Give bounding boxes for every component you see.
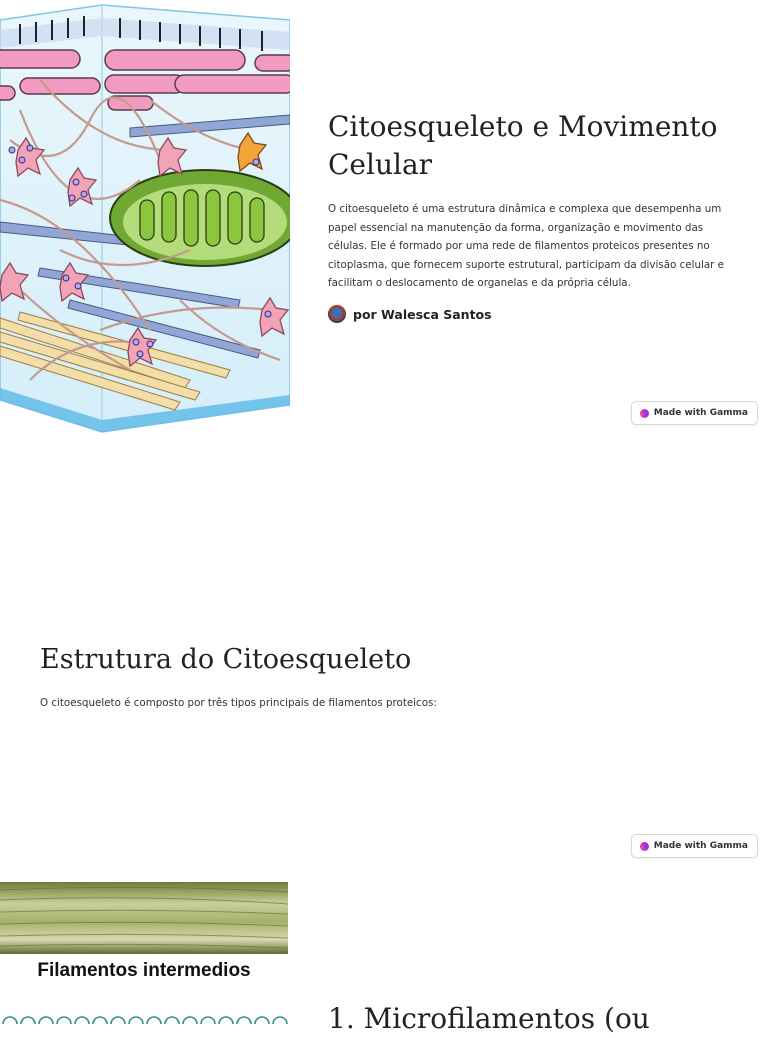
- intermediate-filaments-image: [0, 882, 288, 1024]
- gamma-logo-icon: [640, 842, 649, 851]
- structure-paragraph: O citoesqueleto é composto por três tipos principais de filamentos proteicos:: [40, 697, 437, 709]
- author-byline: [328, 305, 492, 323]
- section-title-structure: Estrutura do Citoesqueleto: [40, 644, 412, 675]
- section-title-microfilaments: 1. Microfilamentos (ou: [328, 1002, 650, 1035]
- badge-label: Made with Gamma: [653, 841, 748, 851]
- intro-paragraph: O citoesqueleto é uma estrutura dinâmica e complexa que desempenha um papel essencial na manutenção da forma, organização e movimento das células. Ele é formado por uma rede de filamentos proteicos presentes no citoplasma, que fornecem suporte estrutural, participam da divisão celular e facilitam o deslocamento de organelas e da própria célula.: [328, 203, 725, 289]
- made-with-gamma-button[interactable]: [631, 834, 758, 858]
- badge-label: Made with Gamma: [653, 408, 748, 418]
- avatar: [328, 305, 346, 323]
- cytoskeleton-illustration: [0, 0, 290, 434]
- author-name: por Walesca Santos: [353, 306, 492, 322]
- hero-slide: [0, 0, 768, 434]
- made-with-gamma-button[interactable]: [631, 401, 758, 425]
- gamma-logo-icon: [640, 409, 649, 418]
- image-caption: Filamentos intermedios: [37, 960, 251, 981]
- page-title: Citoesqueleto e Movimento Celular: [328, 110, 718, 181]
